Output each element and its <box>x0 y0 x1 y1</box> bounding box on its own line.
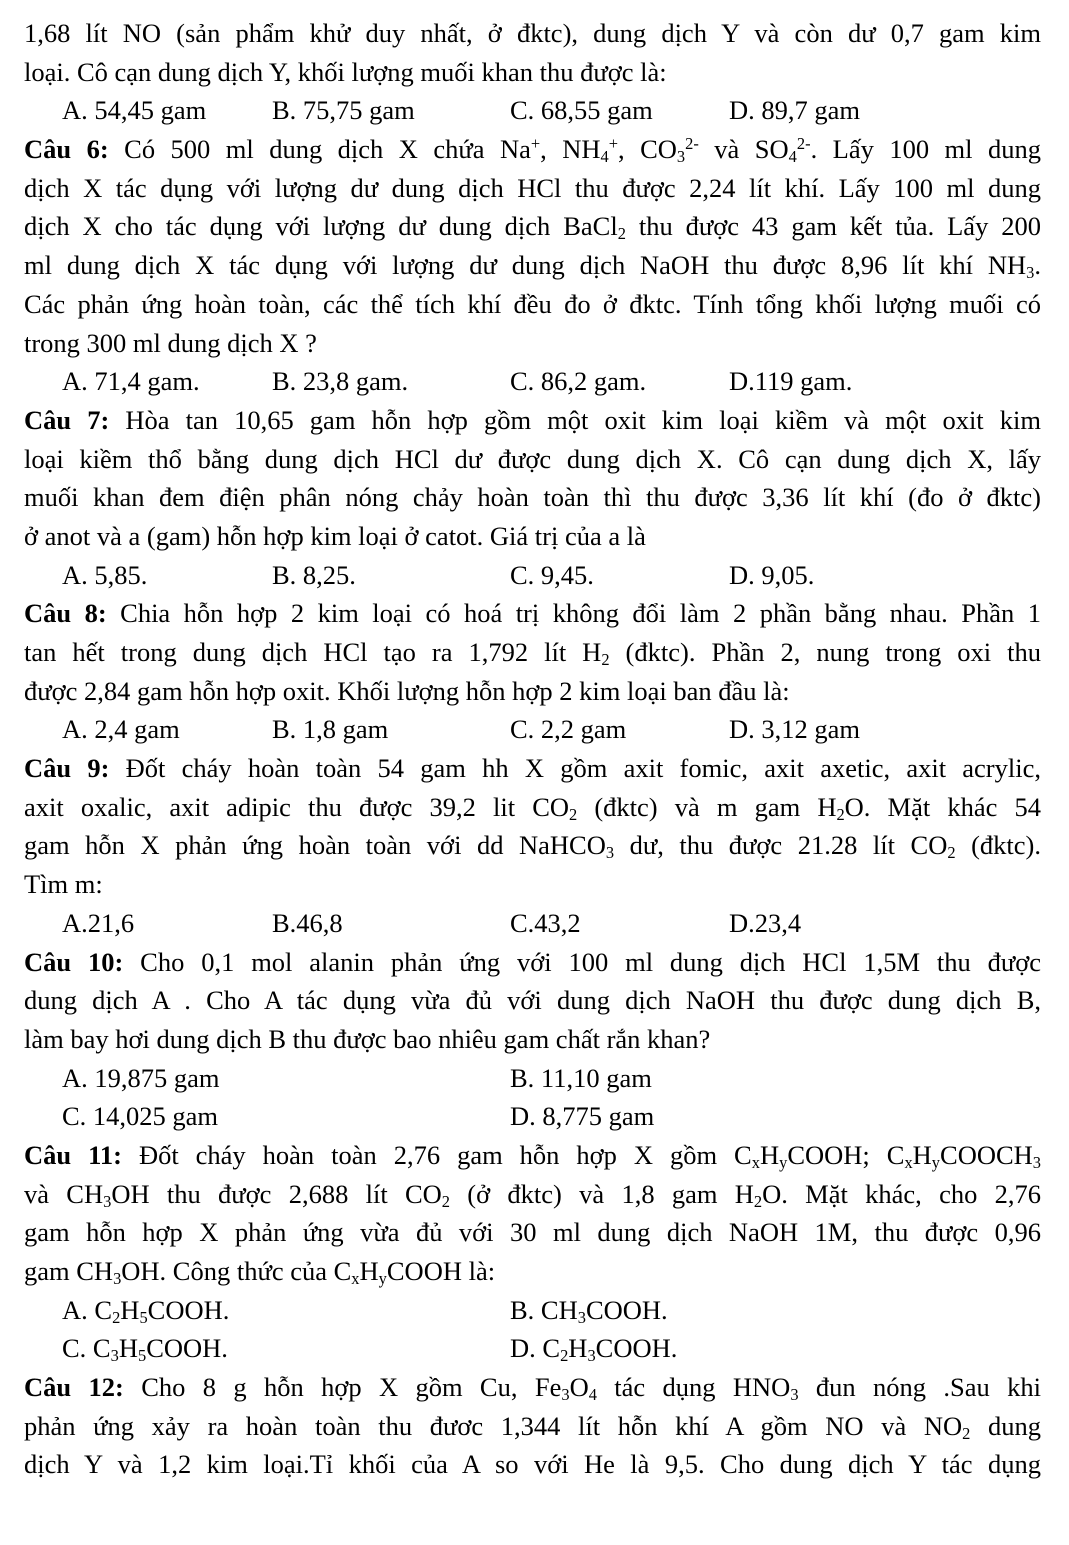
question-text-line: gam $CH_3OH$. Công thức của $C_xH_yCOOH$ là: <box>24 1256 496 1289</box>
question-7 <box>24 401 1041 594</box>
answer-options <box>24 1329 1041 1368</box>
option-d: D.119 gam. <box>729 366 853 397</box>
question-label: Câu 9: <box>24 753 110 784</box>
answer-options <box>24 91 1041 130</box>
question-text-line: Câu 7: Hòa tan 10,65 gam hỗn hợp gồm một oxit kim loại kiềm và một oxit kim <box>24 404 1041 435</box>
answer-options <box>24 1097 1041 1136</box>
option-a: A. $C_2H_5COOH$. <box>62 1294 230 1327</box>
question-text-line: làm bay hơi dung dịch B thu được bao nhiêu gam chất rắn khan? <box>24 1023 711 1054</box>
question-label: Câu 10: <box>24 946 124 977</box>
answer-options <box>24 710 1041 749</box>
option-d: D. $C_2H_3COOH$. <box>510 1333 678 1366</box>
option-a: A.21,6 <box>62 907 135 938</box>
option-c: C.43,2 <box>510 907 581 938</box>
question-text-line: dung dịch A . Cho A tác dụng vừa đủ với dung dịch NaOH thu được dung dịch B, <box>24 985 1041 1016</box>
question-text-line: và $CH_3OH$ thu được 2,688 lít $CO_2$ (ở đktc) và 1,8 gam $H_2O$. Mặt khác, cho 2,76 <box>24 1178 1041 1211</box>
option-c: C. 2,2 gam <box>510 714 627 745</box>
option-c: C. 14,025 gam <box>62 1101 219 1132</box>
option-d: D. 3,12 gam <box>729 714 861 745</box>
answer-options <box>24 362 1041 401</box>
option-c: C. $C_3H_5COOH$. <box>62 1333 228 1366</box>
question-text-line: Câu 6: Có 500 ml dung dịch X chứa Na+, $NH_4^+$, $CO_3^{2-}$ và $SO_4^{2-}$. Lấy 100 ml dung <box>24 134 1041 167</box>
answer-options <box>24 1059 1041 1098</box>
option-a: A. 71,4 gam. <box>62 366 200 397</box>
question-text-line: muối khan đem điện phân nóng chảy hoàn toàn thì thu được 3,36 lít khí (đo ở đktc) <box>24 482 1041 513</box>
question-text-line: dịch X tác dụng với lượng dư dung dịch HCl thu được 2,24 lít khí. Lấy 100 ml dung <box>24 172 1041 203</box>
question-label: Câu 8: <box>24 598 107 629</box>
option-b: B. 11,10 gam <box>510 1062 652 1093</box>
option-b: B. 23,8 gam. <box>272 366 409 397</box>
question-9 <box>24 749 1041 942</box>
question-label: Câu 12: <box>24 1372 124 1403</box>
option-b: B. $CH_3COOH$. <box>510 1294 668 1327</box>
option-c: C. 68,55 gam <box>510 95 653 126</box>
question-5 <box>24 14 1041 130</box>
question-text-line: Câu 8: Chia hỗn hợp 2 kim loại có hoá trị không đổi làm 2 phần bằng nhau. Phần 1 <box>24 598 1041 629</box>
option-a: A. 19,875 gam <box>62 1062 220 1093</box>
option-d: D. 89,7 gam <box>729 95 861 126</box>
question-text-line: Câu 10: Cho 0,1 mol alanin phản ứng với 100 ml dung dịch HCl 1,5M thu được <box>24 946 1041 977</box>
question-text-line: tan hết trong dung dịch HCl tạo ra 1,792 lít $H_2$ (đktc). Phần 2, nung trong oxi thu <box>24 637 1041 670</box>
question-text-line: Câu 12: Cho 8 g hỗn hợp X gồm Cu, $Fe_3O_4$ tác dụng $HNO_3$ đun nóng .Sau khi <box>24 1372 1041 1405</box>
option-a: A. 54,45 gam <box>62 95 207 126</box>
question-text-line: được 2,84 gam hỗn hợp oxit. Khối lượng hỗn hợp 2 kim loại ban đầu là: <box>24 675 790 706</box>
question-8 <box>24 594 1041 749</box>
option-d: D.23,4 <box>729 907 802 938</box>
question-text-line: Tìm m: <box>24 869 103 900</box>
option-c: C. 9,45. <box>510 559 594 590</box>
option-a: A. 5,85. <box>62 559 148 590</box>
question-label: Câu 7: <box>24 404 110 435</box>
question-10 <box>24 943 1041 1136</box>
question-text-line: 1,68 lít NO (sản phẩm khử duy nhất, ở đktc), dung dịch Y và còn dư 0,7 gam kim <box>24 18 1041 48</box>
question-text-line: axit oxalic, axit adipic thu được 39,2 lit $CO_2$ (đktc) và m gam $H_2O$. Mặt khác 54 <box>24 791 1041 824</box>
question-label: Câu 11: <box>24 1139 122 1170</box>
question-12 <box>24 1368 1041 1484</box>
question-text-line: gam hỗn hợp X phản ứng vừa đủ với 30 ml dung dịch NaOH 1M, thu được 0,96 <box>24 1217 1041 1248</box>
option-a: A. 2,4 gam <box>62 714 180 745</box>
question-text-line: gam hỗn X phản ứng hoàn toàn với dd NaHCO$_3$ dư, thu được 21.28 lít $CO_2$ (đktc). <box>24 830 1041 863</box>
question-11 <box>24 1136 1041 1368</box>
option-b: B. 8,25. <box>272 559 356 590</box>
question-text-line: trong 300 ml dung dịch X ? <box>24 327 317 358</box>
option-c: C. 86,2 gam. <box>510 366 647 397</box>
question-text-line: loại kiềm thổ bằng dung dịch HCl dư được dung dịch X. Cô cạn dung dịch X, lấy <box>24 443 1041 474</box>
question-label: Câu 6: <box>24 134 109 165</box>
question-text-line: dịch Y và 1,2 kim loại.Tỉ khối của A so với He là 9,5. Cho dung dịch Y tác dụng <box>24 1449 1041 1480</box>
option-b: B.46,8 <box>272 907 343 938</box>
question-text-line: dịch X cho tác dụng với lượng dư dung dịch BaCl$_2$ thu được 43 gam kết tủa. Lấy 200 <box>24 211 1041 244</box>
option-b: B. 75,75 gam <box>272 95 415 126</box>
answer-options <box>24 904 1041 943</box>
question-text-line: loại. Cô cạn dung dịch Y, khối lượng muối khan thu được là: <box>24 56 667 87</box>
question-text-line: Câu 11: Đốt cháy hoàn toàn 2,76 gam hỗn hợp X gồm $C_xH_yCOOH$; $C_xH_yCOOCH_3$ <box>24 1139 1041 1173</box>
question-text-line: phản ứng xảy ra hoàn toàn thu đươc 1,344 lít hỗn khí A gồm NO và $NO_2$ dung <box>24 1410 1041 1443</box>
question-text-line: ml dung dịch X tác dụng với lượng dư dung dịch NaOH thu được 8,96 lít khí $NH_3$. <box>24 250 1041 283</box>
answer-options <box>24 556 1041 595</box>
option-d: D. 9,05. <box>729 559 815 590</box>
question-text-line: Câu 9: Đốt cháy hoàn toàn 54 gam hh X gồm axit fomic, axit axetic, axit acrylic, <box>24 753 1041 784</box>
question-text-line: Các phản ứng hoàn toàn, các thể tích khí đều đo ở đktc. Tính tổng khối lượng muối có <box>24 288 1041 319</box>
option-d: D. 8,775 gam <box>510 1101 655 1132</box>
question-text-line: ở anot và a (gam) hỗn hợp kim loại ở catot. Giá trị của a là <box>24 520 646 551</box>
answer-options <box>24 1291 1041 1330</box>
question-6 <box>24 130 1041 401</box>
option-b: B. 1,8 gam <box>272 714 389 745</box>
